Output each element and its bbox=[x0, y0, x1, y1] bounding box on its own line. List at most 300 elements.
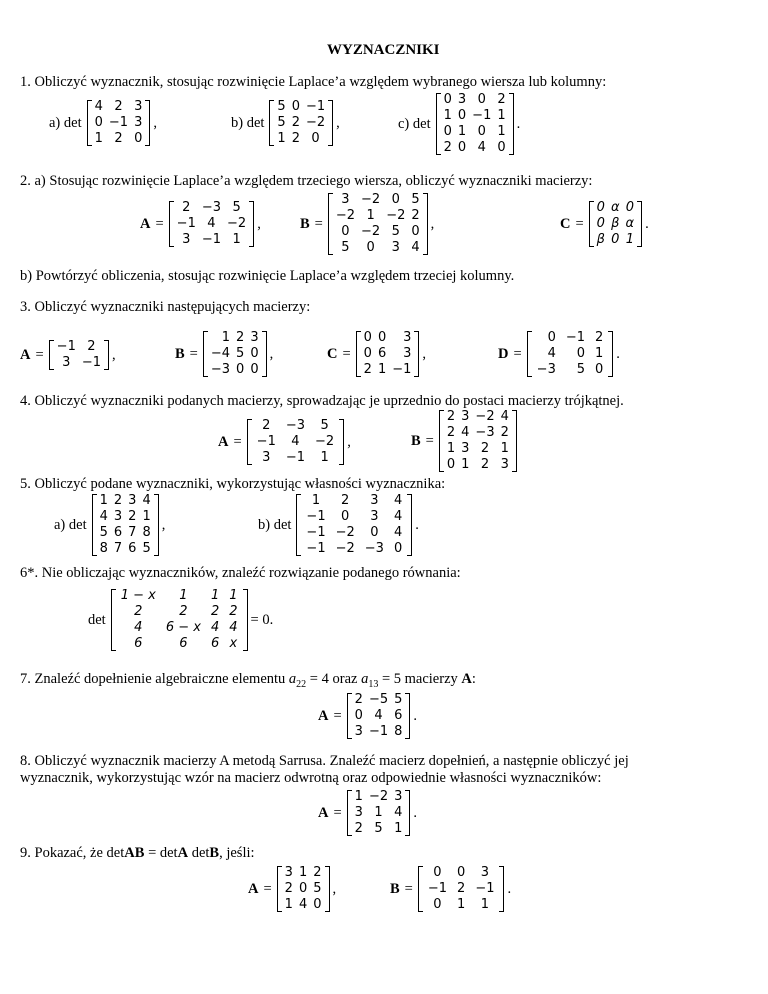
matrix-cell: 2 bbox=[341, 493, 350, 508]
matrix-label: B bbox=[175, 345, 185, 362]
page-title: WYZNACZNIKI bbox=[327, 42, 440, 58]
p8-matrix-A: A = 1 −2 3 3 1 4 2 5 1 . bbox=[318, 789, 418, 836]
matrix bbox=[356, 330, 420, 378]
matrix-cell: 2 bbox=[114, 99, 123, 114]
matrix-cell: 0 bbox=[363, 330, 372, 345]
matrix-label: B bbox=[300, 215, 310, 232]
p2-matrix-C: C = 0 α 0 0 β α β 0 1 . bbox=[560, 200, 649, 247]
matrix-cell: 1 bbox=[99, 493, 108, 508]
matrix-row bbox=[352, 821, 406, 837]
matrix-cell: −2 bbox=[361, 192, 381, 207]
matrix-cell: 0 bbox=[433, 897, 442, 912]
matrix-cell: 0 bbox=[433, 865, 442, 880]
p1c-determinant: c) det 0 3 0 2 1 0 −1 1 0 1 0 1 2 0 4 0 . bbox=[398, 92, 521, 155]
matrix-cell: 0 bbox=[366, 240, 375, 255]
matrix-cell: 1 bbox=[210, 588, 220, 603]
matrix-row bbox=[174, 216, 250, 232]
matrix-cell: 2 bbox=[128, 509, 137, 524]
matrix-cell: 1 bbox=[284, 897, 293, 912]
matrix-row bbox=[92, 131, 146, 147]
matrix-cell: −2 bbox=[335, 525, 355, 540]
matrix-row bbox=[97, 509, 154, 525]
matrix-label: D bbox=[498, 345, 509, 362]
matrix-cell: −3 bbox=[201, 200, 222, 215]
matrix-cell: 1 bbox=[595, 346, 604, 361]
matrix-row bbox=[361, 362, 415, 378]
matrix-cell: 0 bbox=[298, 881, 308, 896]
matrix-cell: 0 bbox=[393, 541, 403, 556]
matrix-cell: 2 bbox=[411, 208, 420, 223]
matrix-cell: 3 bbox=[134, 99, 143, 114]
matrix-row bbox=[594, 232, 637, 248]
matrix-row bbox=[441, 124, 509, 140]
matrix-cell: 3 bbox=[403, 330, 412, 345]
matrix-cell: 3 bbox=[134, 115, 143, 130]
matrix-label: B bbox=[390, 880, 400, 897]
matrix bbox=[269, 99, 333, 147]
matrix-cell: 4 bbox=[461, 425, 470, 440]
matrix-cell: 0 bbox=[250, 362, 259, 377]
matrix-cell: 4 bbox=[500, 409, 509, 424]
matrix-row bbox=[282, 897, 325, 913]
matrix-row bbox=[174, 232, 250, 248]
matrix-cell: −1 bbox=[306, 525, 326, 540]
matrix-cell: 2 bbox=[229, 604, 238, 619]
matrix-cell: −1 bbox=[306, 509, 326, 524]
matrix-row bbox=[594, 216, 637, 232]
matrix-cell: 3 bbox=[113, 509, 123, 524]
p1c-label: c) det bbox=[398, 115, 431, 132]
matrix-cell: 0 bbox=[341, 509, 350, 524]
matrix-cell: 5 bbox=[411, 192, 420, 207]
matrix-row bbox=[301, 525, 407, 541]
problem-8-line2: wyznacznik, wykorzystując wzór na macierz odwrotną oraz odpowiednie własności wyznaczników: bbox=[20, 770, 602, 786]
matrix-cell: 0 bbox=[311, 131, 320, 146]
matrix-cell: 4 bbox=[134, 620, 143, 635]
p1a-determinant: a) det 4 2 3 0 −1 3 1 2 0 , bbox=[49, 99, 157, 146]
matrix-cell: 4 bbox=[210, 620, 220, 635]
matrix-cell: α bbox=[625, 216, 635, 231]
matrix-cell: 0 bbox=[596, 200, 605, 215]
matrix-cell: 4 bbox=[393, 525, 403, 540]
matrix-cell: −2 bbox=[368, 789, 389, 804]
matrix-cell: 3 bbox=[182, 232, 191, 247]
matrix-label: A bbox=[318, 707, 329, 724]
matrix bbox=[347, 692, 411, 740]
matrix-row bbox=[532, 346, 609, 362]
matrix-cell: 0 bbox=[411, 224, 420, 239]
matrix-cell: 2 bbox=[113, 493, 123, 508]
matrix-row bbox=[444, 457, 512, 473]
matrix-cell: 3 bbox=[341, 192, 350, 207]
matrix-cell: 3 bbox=[354, 724, 363, 739]
matrix-cell: 7 bbox=[128, 525, 137, 540]
matrix-row bbox=[116, 604, 243, 620]
matrix-cell: 3 bbox=[354, 805, 363, 820]
matrix-cell: −1 bbox=[256, 434, 276, 449]
matrix-cell: 1 bbox=[354, 789, 363, 804]
matrix-row bbox=[301, 509, 407, 525]
matrix-cell: 0 bbox=[354, 708, 363, 723]
matrix-cell: 6 bbox=[128, 541, 137, 556]
matrix-cell: 0 bbox=[391, 192, 400, 207]
matrix-cell: −1 bbox=[201, 232, 222, 247]
matrix-cell: 2 bbox=[443, 140, 452, 155]
matrix-cell: 2 bbox=[354, 821, 363, 836]
matrix-cell: 1 bbox=[500, 441, 509, 456]
matrix-cell: 0 bbox=[457, 108, 467, 123]
matrix bbox=[439, 409, 517, 473]
matrix-cell: 4 bbox=[298, 897, 308, 912]
matrix-cell: 1 bbox=[497, 108, 506, 123]
matrix-cell: −1 bbox=[472, 108, 492, 123]
matrix-row bbox=[97, 541, 154, 557]
matrix-cell: 5 bbox=[341, 240, 350, 255]
matrix-cell: −1 bbox=[565, 330, 586, 345]
matrix-cell: 3 bbox=[250, 330, 259, 345]
p5a-label: a) det bbox=[54, 516, 87, 533]
matrix-cell: 4 bbox=[374, 708, 383, 723]
matrix-cell: 0 bbox=[370, 525, 379, 540]
matrix-cell: 3 bbox=[128, 493, 137, 508]
p5b-determinant: b) det 1 2 3 4 −1 0 3 4 −1 −2 0 4 −1 −2 −3 0 . bbox=[258, 493, 419, 556]
matrix-label: A bbox=[218, 433, 229, 450]
matrix-cell: −2 bbox=[361, 224, 381, 239]
matrix bbox=[328, 192, 428, 256]
matrix-cell: −1 bbox=[285, 450, 306, 465]
matrix-cell: 1 bbox=[366, 208, 375, 223]
matrix-cell: 2 bbox=[87, 339, 96, 354]
matrix-cell: 2 bbox=[480, 441, 490, 456]
matrix bbox=[589, 200, 642, 248]
matrix-cell: 3 bbox=[370, 493, 379, 508]
problem-5-text: 5. Obliczyć podane wyznaczniki, wykorzystując własności wyznacznika: bbox=[20, 476, 446, 492]
matrix-cell: 1 bbox=[94, 131, 103, 146]
matrix-cell: 2 bbox=[595, 330, 604, 345]
matrix-row bbox=[301, 541, 407, 557]
matrix-cell: 4 bbox=[547, 346, 556, 361]
matrix-cell: 1 bbox=[229, 588, 238, 603]
problem-3-text: 3. Obliczyć wyznaczniki następujących macierzy: bbox=[20, 299, 311, 315]
matrix-cell: −1 bbox=[108, 115, 129, 130]
matrix-cell: 1 bbox=[277, 131, 286, 146]
matrix-cell: −1 bbox=[81, 355, 102, 370]
matrix-cell: 5 bbox=[277, 99, 286, 114]
matrix bbox=[247, 418, 345, 466]
matrix-cell: −3 bbox=[536, 362, 556, 377]
matrix-cell: 0 bbox=[291, 99, 300, 114]
matrix-cell: 1 bbox=[394, 821, 403, 836]
matrix-cell: 0 bbox=[477, 124, 486, 139]
matrix-cell: 2 bbox=[497, 92, 506, 107]
problem-7-text: 7. Znaleźć dopełnienie algebraiczne elementu $a_{22} = 4$ oraz $a_{13} = 5$ macierzy A: bbox=[20, 671, 476, 690]
matrix-cell: 1 bbox=[457, 124, 467, 139]
matrix-cell: 6 bbox=[394, 708, 403, 723]
matrix-cell: β bbox=[596, 232, 605, 247]
matrix-cell: 4 bbox=[291, 434, 300, 449]
p2-matrix-A: A = 2 −3 5 −1 4 −2 3 −1 1 , bbox=[140, 200, 261, 247]
matrix-cell: −2 bbox=[227, 216, 247, 231]
matrix bbox=[527, 330, 614, 378]
matrix-cell: −4 bbox=[210, 346, 231, 361]
matrix-cell: −1 bbox=[475, 881, 495, 896]
matrix-cell: 5 bbox=[232, 200, 241, 215]
matrix-row bbox=[352, 789, 406, 805]
matrix bbox=[87, 99, 151, 147]
matrix-row bbox=[352, 724, 406, 740]
matrix-cell: 1 bbox=[311, 493, 321, 508]
matrix-cell: 4 bbox=[207, 216, 216, 231]
p1b-determinant: b) det 5 0 −1 5 2 −2 1 2 0 , bbox=[231, 99, 340, 146]
matrix-label: B bbox=[411, 432, 421, 449]
matrix-cell: 4 bbox=[94, 99, 103, 114]
matrix-cell: 2 bbox=[291, 131, 300, 146]
matrix-cell: 0 bbox=[596, 216, 605, 231]
matrix-cell: 0 bbox=[236, 362, 245, 377]
matrix-cell: −1 bbox=[392, 362, 412, 377]
problem-9-text: 9. Pokazać, że detAB = detA detB, jeśli: bbox=[20, 845, 255, 861]
matrix-cell: 0 bbox=[576, 346, 586, 361]
matrix bbox=[111, 588, 248, 652]
matrix-row bbox=[352, 708, 406, 724]
matrix-cell: 6 bbox=[134, 636, 143, 651]
matrix-cell: 5 bbox=[394, 692, 403, 707]
matrix bbox=[277, 865, 330, 913]
matrix-row bbox=[208, 330, 262, 346]
matrix-cell: 5 bbox=[320, 418, 329, 433]
p5b-label: b) det bbox=[258, 516, 292, 533]
p4-matrix-A: A = 2 −3 5 −1 4 −2 3 −1 1 , bbox=[218, 418, 351, 465]
matrix-cell: −1 bbox=[427, 881, 448, 896]
matrix-cell: −1 bbox=[306, 541, 326, 556]
problem-6-text: 6*. Nie obliczając wyznaczników, znaleźć rozwiązanie podanego równania: bbox=[20, 565, 461, 581]
problem-2-text: 2. a) Stosując rozwinięcie Laplace’a względem trzeciego wiersza, obliczyć wyznaczniki macierzy: bbox=[20, 173, 593, 189]
matrix-row bbox=[54, 355, 104, 371]
matrix-cell: 5 bbox=[391, 224, 400, 239]
matrix-cell: 0 bbox=[547, 330, 556, 345]
matrix-cell: 0 bbox=[611, 232, 620, 247]
matrix-cell: 1 bbox=[457, 897, 466, 912]
matrix-cell: 1 bbox=[298, 865, 308, 880]
matrix-cell: 5 bbox=[142, 541, 151, 556]
problem-4-text: 4. Obliczyć wyznaczniki podanych macierzy, sprowadzając je uprzednio do postaci macierzy trójkątnej. bbox=[20, 393, 624, 409]
matrix-label: C bbox=[327, 345, 338, 362]
matrix-row bbox=[444, 441, 512, 457]
matrix-cell: −1 bbox=[176, 216, 196, 231]
matrix-cell: 2 bbox=[354, 692, 363, 707]
matrix-cell: 0 bbox=[443, 92, 452, 107]
matrix-label: A bbox=[318, 804, 329, 821]
matrix-cell: 3 bbox=[284, 865, 293, 880]
matrix-cell: 2 bbox=[262, 418, 271, 433]
matrix-row bbox=[423, 897, 500, 913]
matrix-row bbox=[97, 493, 154, 509]
matrix-row bbox=[352, 805, 406, 821]
matrix-cell: 4 bbox=[411, 240, 420, 255]
matrix-cell: 5 bbox=[99, 525, 108, 540]
matrix-cell: −1 bbox=[305, 99, 326, 114]
matrix-cell: 3 bbox=[370, 509, 379, 524]
matrix-row bbox=[333, 192, 423, 208]
matrix-cell: −1 bbox=[368, 724, 389, 739]
matrix-cell: 3 bbox=[391, 240, 400, 255]
matrix-cell: 3 bbox=[394, 789, 403, 804]
matrix-cell: −2 bbox=[335, 541, 355, 556]
matrix-row bbox=[444, 409, 512, 425]
matrix-cell: 3 bbox=[461, 409, 470, 424]
matrix-cell: 7 bbox=[113, 541, 123, 556]
matrix-cell: 1 bbox=[374, 805, 383, 820]
matrix-cell: −2 bbox=[386, 208, 406, 223]
matrix-cell: 8 bbox=[99, 541, 108, 556]
matrix-row bbox=[208, 346, 262, 362]
matrix-cell: −1 bbox=[56, 339, 76, 354]
matrix-cell: 3 bbox=[262, 450, 271, 465]
matrix-cell: 1 bbox=[179, 588, 188, 603]
matrix-row bbox=[92, 99, 146, 115]
matrix bbox=[92, 493, 159, 557]
matrix-cell: 6 bbox=[210, 636, 220, 651]
matrix-cell: 4 bbox=[99, 509, 108, 524]
matrix-row bbox=[282, 881, 325, 897]
matrix-row bbox=[441, 108, 509, 124]
matrix-row bbox=[333, 240, 423, 256]
matrix-row bbox=[594, 200, 637, 216]
matrix bbox=[436, 92, 514, 156]
matrix-cell: 0 bbox=[457, 865, 466, 880]
matrix bbox=[49, 339, 109, 371]
matrix-cell: 0 bbox=[595, 362, 604, 377]
p3-matrix-A: A = −1 2 3 −1 , bbox=[20, 339, 116, 370]
matrix-cell: 1 bbox=[221, 330, 231, 345]
matrix-cell: 2 bbox=[457, 881, 466, 896]
p1a-label: a) det bbox=[49, 114, 82, 131]
matrix-cell: 2 bbox=[363, 362, 372, 377]
matrix-cell: 2 bbox=[480, 457, 490, 472]
problem-2b-text: b) Powtórzyć obliczenia, stosując rozwinięcie Laplace’a względem trzeciej kolumny. bbox=[20, 268, 515, 284]
matrix-cell: 5 bbox=[236, 346, 245, 361]
matrix-cell: 2 bbox=[210, 604, 220, 619]
matrix-cell: 1 bbox=[142, 509, 151, 524]
matrix-cell: 4 bbox=[142, 493, 151, 508]
matrix-cell: 1 bbox=[377, 362, 387, 377]
matrix-cell: −3 bbox=[475, 425, 495, 440]
matrix-row bbox=[282, 865, 325, 881]
matrix-cell: 1 bbox=[446, 441, 456, 456]
matrix-cell: x bbox=[229, 636, 238, 651]
matrix-row bbox=[252, 450, 340, 466]
matrix-cell: 4 bbox=[477, 140, 486, 155]
matrix-row bbox=[116, 588, 243, 604]
matrix-cell: 6 bbox=[179, 636, 188, 651]
matrix-label: C bbox=[560, 215, 571, 232]
matrix-row bbox=[361, 330, 415, 346]
matrix-row bbox=[333, 224, 423, 240]
matrix-cell: β bbox=[611, 216, 620, 231]
matrix-cell: 2 bbox=[114, 131, 123, 146]
matrix-cell: 0 bbox=[377, 330, 387, 345]
p9-matrix-B: B = 0 0 3 −1 2 −1 0 1 1 . bbox=[390, 865, 512, 912]
matrix-row bbox=[532, 330, 609, 346]
matrix-cell: 2 bbox=[313, 865, 322, 880]
matrix-cell: 1 − x bbox=[120, 588, 156, 603]
matrix-cell: 3 bbox=[480, 865, 490, 880]
matrix-row bbox=[174, 200, 250, 216]
matrix-cell: 2 bbox=[446, 425, 456, 440]
matrix-row bbox=[532, 362, 609, 378]
matrix-cell: 3 bbox=[457, 92, 467, 107]
matrix-cell: 2 bbox=[446, 409, 456, 424]
matrix-row bbox=[252, 434, 340, 450]
p6-equation bbox=[88, 588, 273, 652]
matrix-cell: 0 bbox=[446, 457, 456, 472]
matrix-cell: −2 bbox=[475, 409, 495, 424]
matrix-cell: 1 bbox=[232, 232, 241, 247]
p3-matrix-C: C = 0 0 3 0 6 3 2 1 −1 , bbox=[327, 330, 427, 377]
matrix-cell: 8 bbox=[394, 724, 403, 739]
matrix-cell: 5 bbox=[277, 115, 286, 130]
matrix-cell: 4 bbox=[393, 493, 403, 508]
matrix-cell: 4 bbox=[394, 805, 403, 820]
matrix-cell: 0 bbox=[477, 92, 486, 107]
matrix-row bbox=[423, 881, 500, 897]
matrix-cell: 6 − x bbox=[165, 620, 201, 635]
p6-label: det bbox=[88, 611, 106, 628]
matrix-cell: 4 bbox=[393, 509, 403, 524]
matrix-cell: 2 bbox=[236, 330, 245, 345]
matrix-cell: 2 bbox=[179, 604, 188, 619]
matrix-cell: 1 bbox=[320, 450, 329, 465]
p7-matrix-A: A = 2 −5 5 0 4 6 3 −1 8 . bbox=[318, 692, 418, 739]
matrix-row bbox=[423, 865, 500, 881]
matrix-row bbox=[92, 115, 146, 131]
matrix-cell: 3 bbox=[403, 346, 412, 361]
matrix-row bbox=[333, 208, 423, 224]
matrix-label: A bbox=[248, 880, 259, 897]
matrix-row bbox=[274, 99, 328, 115]
p6-rhs: = 0. bbox=[250, 611, 274, 628]
matrix bbox=[418, 865, 505, 913]
problem-1-text: 1. Obliczyć wyznacznik, stosując rozwinięcie Laplace’a względem wybranego wiersza lub kolumny: bbox=[20, 74, 607, 90]
matrix-cell: 0 bbox=[497, 140, 506, 155]
matrix-cell: 1 bbox=[625, 232, 634, 247]
matrix-row bbox=[252, 418, 340, 434]
matrix-cell: 0 bbox=[250, 346, 259, 361]
matrix-row bbox=[441, 92, 509, 108]
p1b-label: b) det bbox=[231, 114, 265, 131]
p3-matrix-B: B = 1 2 3 −4 5 0 −3 0 0 , bbox=[175, 330, 274, 377]
matrix-cell: 1 bbox=[461, 457, 470, 472]
matrix-cell: 0 bbox=[134, 131, 143, 146]
p5a-determinant: a) det 1 2 3 4 4 3 2 1 5 6 7 8 8 7 6 5 , bbox=[54, 493, 166, 556]
matrix-row bbox=[116, 636, 243, 652]
matrix-cell: 1 bbox=[443, 108, 452, 123]
matrix-cell: 6 bbox=[113, 525, 123, 540]
matrix-cell: 2 bbox=[134, 604, 143, 619]
matrix-cell: −2 bbox=[335, 208, 356, 223]
matrix-cell: α bbox=[610, 200, 620, 215]
matrix-row bbox=[301, 493, 407, 509]
p9-matrix-A: A = 3 1 2 2 0 5 1 4 0 , bbox=[248, 865, 337, 912]
matrix-label: A bbox=[20, 346, 31, 363]
matrix-row bbox=[361, 346, 415, 362]
matrix-cell: 0 bbox=[625, 200, 634, 215]
matrix-cell: −2 bbox=[305, 115, 326, 130]
matrix-cell: 0 bbox=[363, 346, 372, 361]
matrix-row bbox=[208, 362, 262, 378]
problem-8-line1: 8. Obliczyć wyznacznik macierzy A metodą Sarrusa. Znaleźć macierz dopełnień, a następnie obliczyć jej bbox=[20, 753, 629, 769]
matrix-cell: 4 bbox=[229, 620, 238, 635]
